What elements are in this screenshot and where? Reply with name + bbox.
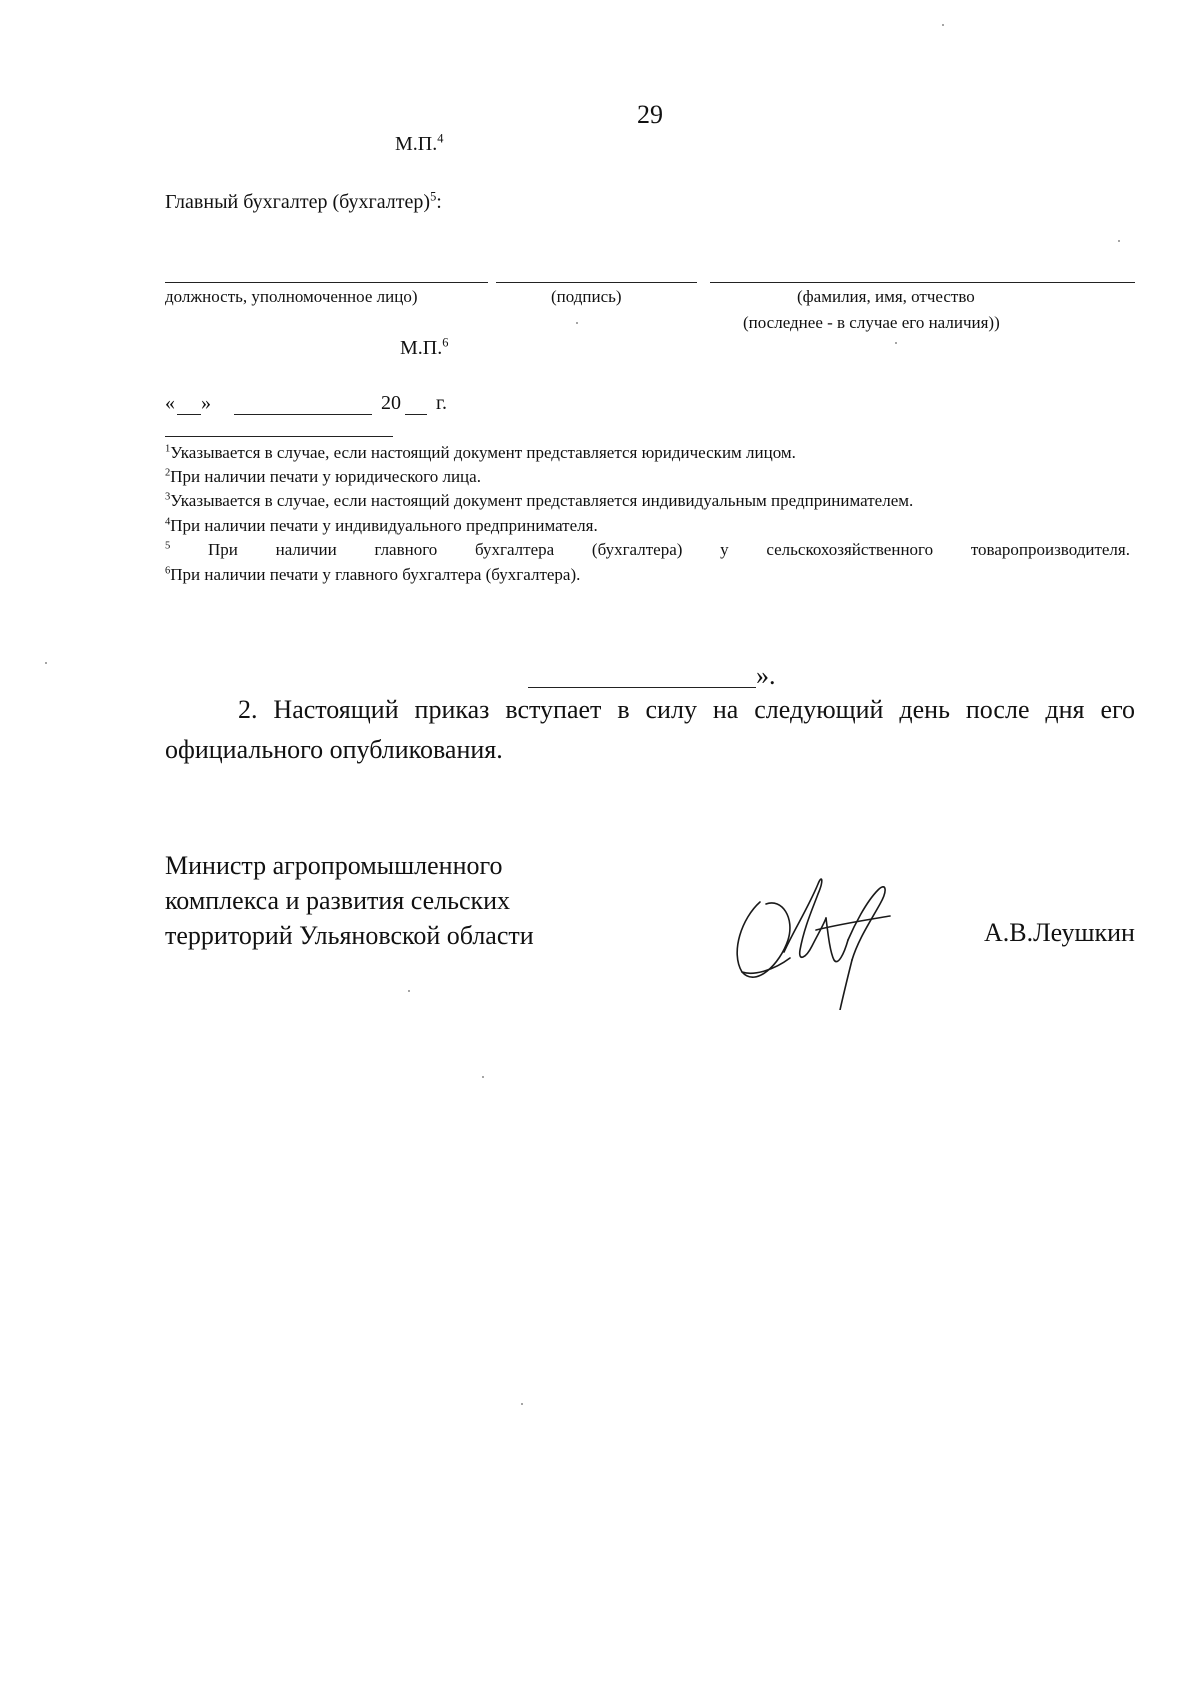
paragraph-2-line-1: 2. Настоящий приказ вступает в силу на следующий день после дня его xyxy=(238,695,1135,724)
footnote-number: 6 xyxy=(165,565,171,577)
scan-speck xyxy=(521,1403,523,1405)
closing-mark: ». xyxy=(756,661,776,690)
date-month-blank xyxy=(234,414,372,415)
date-year-blank xyxy=(405,414,427,415)
signature-caption: (подпись) xyxy=(551,287,622,306)
name-caption-line-1: (фамилия, имя, отчество xyxy=(797,287,975,306)
minister-title-line-3: территорий Ульяновской области xyxy=(165,921,534,950)
chief-accountant-label xyxy=(165,191,442,214)
footnote-text: Указывается в случае, если настоящий документ представляется юридическим лицом. xyxy=(170,443,796,462)
date-close-quote: » xyxy=(201,392,211,414)
stamp-label-footnote-ref: 4 xyxy=(437,131,444,146)
paragraph-2-line-2: официального опубликования. xyxy=(165,735,503,764)
footnote-text: При наличии главного бухгалтера (бухгалтера) у сельскохозяйственного товаропроизводителя. xyxy=(208,540,1130,559)
minister-title-line-2: комплекса и развития сельских xyxy=(165,886,511,915)
stamp-label-text: М.П. xyxy=(395,133,438,155)
name-caption-line-2: (последнее - в случае его наличия)) xyxy=(743,313,1000,332)
scan-speck xyxy=(576,322,578,324)
scan-speck xyxy=(1118,240,1120,242)
position-line xyxy=(165,282,488,283)
minister-title xyxy=(165,848,534,953)
footnote xyxy=(165,565,580,585)
scan-speck xyxy=(45,662,47,664)
footnote-text: Указывается в случае, если настоящий документ представляется индивидуальным предпринимателем. xyxy=(170,491,914,510)
chief-accountant-colon: : xyxy=(436,191,442,213)
footnote-number: 4 xyxy=(165,516,171,528)
chief-accountant-footnote-ref: 5 xyxy=(430,189,437,204)
chief-accountant-text: Главный бухгалтер (бухгалтер) xyxy=(165,191,431,213)
stamp-label-2-text: М.П. xyxy=(400,337,443,359)
scan-speck xyxy=(408,990,410,992)
date-year-suffix: г. xyxy=(436,392,447,414)
footnote-number: 2 xyxy=(165,467,171,479)
footnote-text: При наличии печати у юридического лица. xyxy=(170,467,481,486)
footnote-text: При наличии печати у индивидуального предпринимателя. xyxy=(170,516,598,535)
minister-title-line-1: Министр агропромышленного xyxy=(165,851,503,880)
position-caption: должность, уполномоченное лицо) xyxy=(165,287,418,306)
page-number: 29 xyxy=(637,100,663,129)
scan-speck xyxy=(942,24,944,26)
footnote xyxy=(165,467,481,487)
name-line xyxy=(710,282,1135,283)
footnote-text: При наличии печати у главного бухгалтера (бухгалтера). xyxy=(170,565,581,584)
date-open-quote: « xyxy=(165,392,175,414)
footnote-number: 1 xyxy=(165,443,171,455)
date-day-blank xyxy=(177,414,201,415)
stamp-label xyxy=(395,133,443,156)
footnote-separator xyxy=(165,436,393,437)
footnote xyxy=(165,443,796,463)
handwritten-signature xyxy=(720,860,930,1010)
footnote xyxy=(165,516,598,536)
scan-speck xyxy=(895,342,897,344)
minister-name: А.В.Леушкин xyxy=(984,918,1135,947)
closing-blank-line xyxy=(528,687,756,688)
footnote-number: 5 xyxy=(165,540,171,552)
footnote-number: 3 xyxy=(165,491,171,503)
scan-speck xyxy=(482,1076,484,1078)
date-year-prefix: 20 xyxy=(381,392,401,414)
paragraph-2 xyxy=(165,690,1135,770)
stamp-label-2 xyxy=(400,337,448,360)
stamp-label-2-footnote-ref: 6 xyxy=(442,335,449,350)
footnote xyxy=(165,540,1130,560)
footnote xyxy=(165,491,913,511)
signature-line xyxy=(496,282,697,283)
